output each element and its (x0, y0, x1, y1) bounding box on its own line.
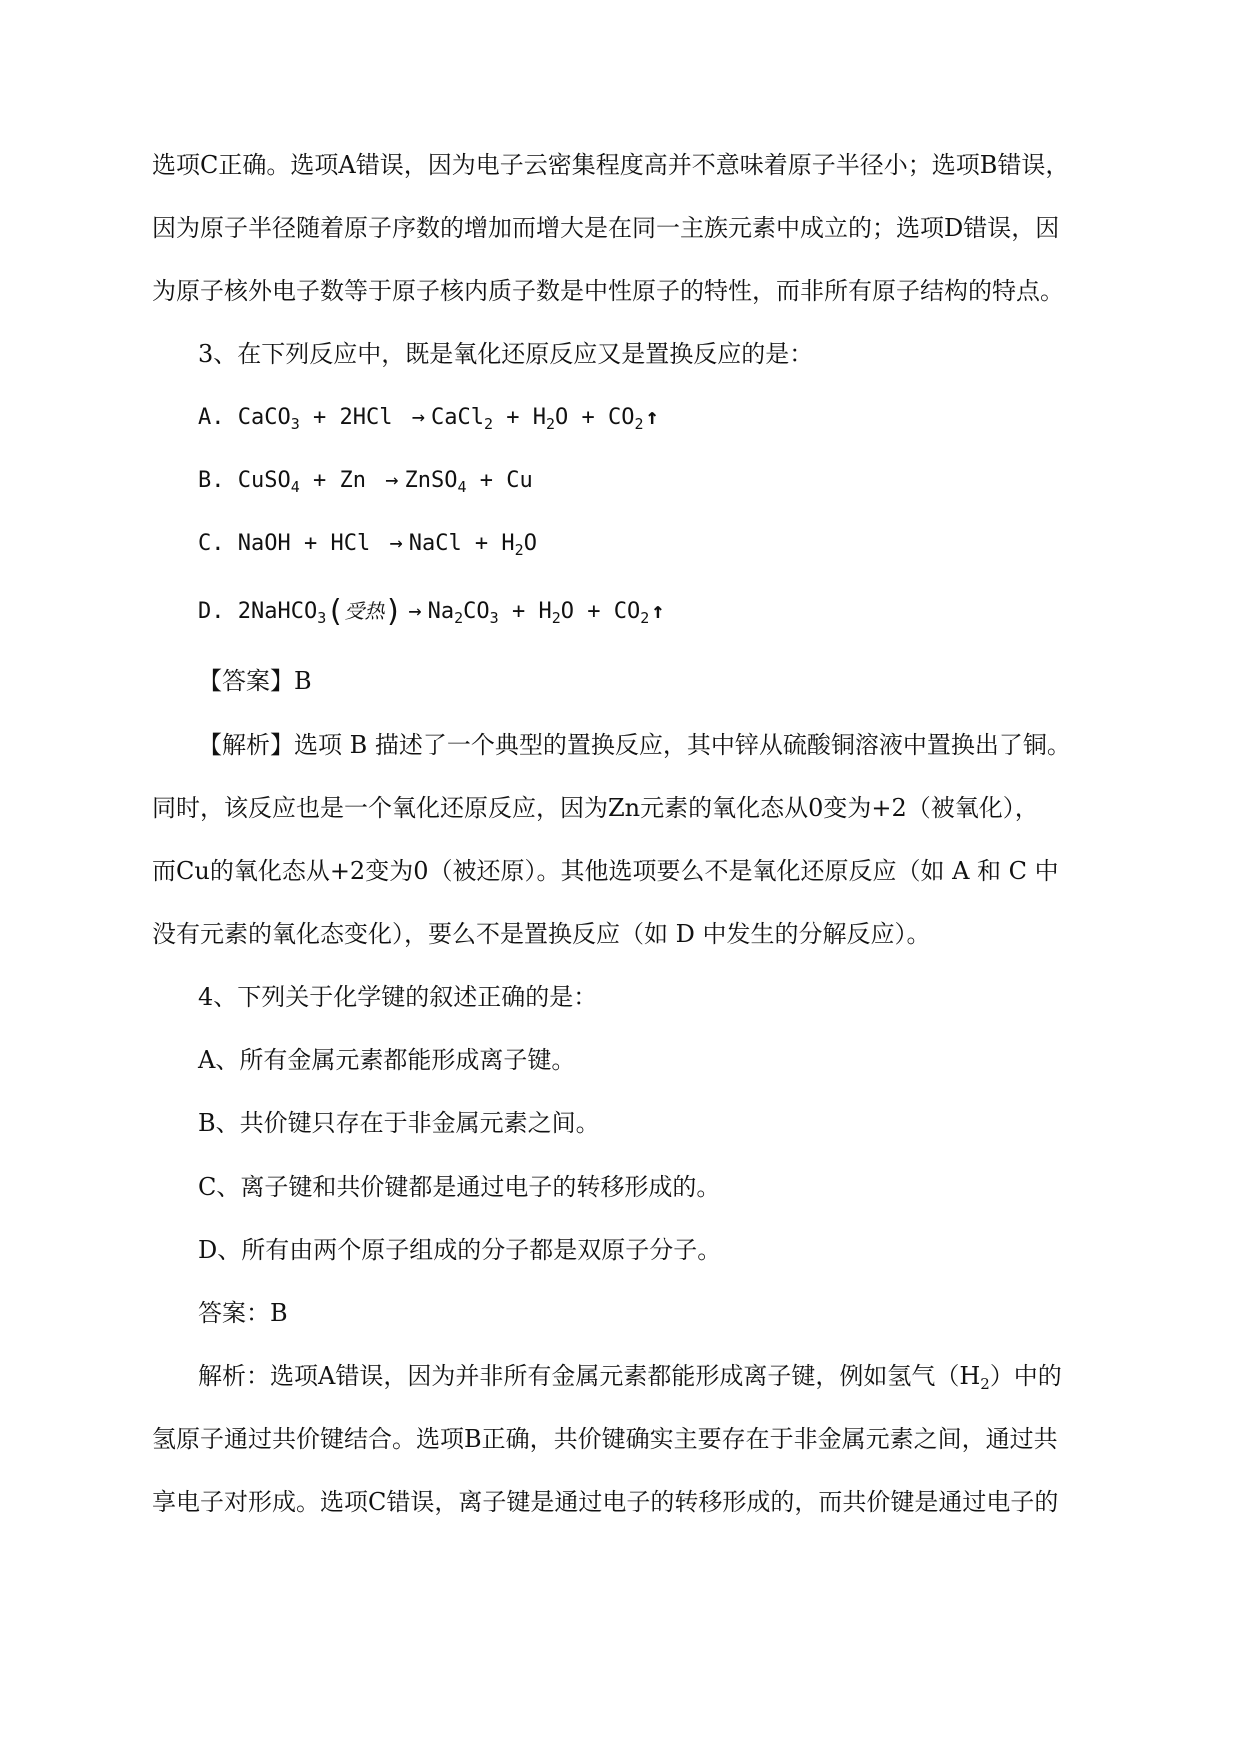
q2-explanation-line-3: 为原子核外电子数等于原子核内质子数是中性原子的特性，而非所有原子结构的特点。 (152, 277, 1064, 305)
arrow-icon: → (411, 405, 425, 430)
heat-condition: 受热 (344, 599, 385, 623)
option-label: C. (198, 531, 225, 556)
arrow-icon: → (389, 531, 403, 556)
q3-analysis-line-1: 【解析】选项 B 描述了一个典型的置换反应，其中锌从硫酸铜溶液中置换出了铜。 (198, 731, 1071, 759)
q3-analysis-line-3: 而Cu的氧化态从+2变为0（被还原）。其他选项要么不是氧化还原反应（如 A 和 C 中 (152, 857, 1059, 885)
q4-analysis-line-3: 享电子对形成。选项C错误，离子键是通过电子的转移形成的，而共价键是通过电子的 (152, 1488, 1059, 1516)
option-label: A. (198, 405, 225, 430)
q4-stem: 4、下列关于化学键的叙述正确的是： (198, 983, 598, 1011)
gas-up-arrow-icon: ↑ (651, 599, 665, 624)
q4-analysis-line-2: 氢原子通过共价键结合。选项B正确，共价键确实主要存在于非金属元素之间，通过共 (152, 1425, 1058, 1453)
q2-explanation-line-1: 选项C正确。选项A错误，因为电子云密集程度高并不意味着原子半径小；选项B错误， (152, 151, 1070, 179)
q4-option-c: C、离子键和共价键都是通过电子的转移形成的。 (198, 1173, 721, 1201)
q3-option-d: D. 2NaHCO$_3$(受热) → $Na_2CO_3 + H_2O$ + $CO_2↑$ (198, 594, 665, 629)
q3-analysis-line-2: 同时，该反应也是一个氧化还原反应，因为Zn元素的氧化态从0变为+2（被氧化）， (152, 794, 1039, 822)
q3-option-a: A. CaCO$_3$ + 2HCl → CaCl$_2$ + $H_2O$ + $CO_2↑$ (198, 401, 659, 435)
q4-analysis-line-1: 解析：选项A错误，因为并非所有金属元素都能形成离子键，例如氢气$(H_2)$中的 (198, 1362, 1062, 1393)
option-label: D. (198, 599, 225, 624)
q4-option-a: A、所有金属元素都能形成离子键。 (198, 1046, 576, 1074)
q4-answer: 答案：B (198, 1299, 288, 1327)
arrow-icon: → (385, 468, 399, 493)
gas-up-arrow-icon: ↑ (645, 405, 659, 430)
q3-option-c: C. NaOH + HCl → NaCl + $H_2O$ (198, 527, 537, 561)
q4-option-b: B、共价键只存在于非金属元素之间。 (198, 1109, 600, 1137)
q3-analysis-line-4: 没有元素的氧化态变化），要么不是置换反应（如 D 中发生的分解反应）。 (152, 920, 931, 948)
q2-explanation-line-2: 因为原子半径随着原子序数的增加而增大是在同一主族元素中成立的；选项D错误，因 (152, 214, 1060, 242)
option-label: B. (198, 468, 225, 493)
q3-option-b: B. CuSO$_4$ + Zn → ZnSO$_4$ + Cu (198, 464, 533, 498)
q4-option-d: D、所有由两个原子组成的分子都是双原子分子。 (198, 1236, 722, 1264)
q3-stem: 3、在下列反应中，既是氧化还原反应又是置换反应的是： (198, 340, 814, 368)
q3-answer: 【答案】B (198, 667, 312, 695)
arrow-icon: → (408, 599, 422, 624)
